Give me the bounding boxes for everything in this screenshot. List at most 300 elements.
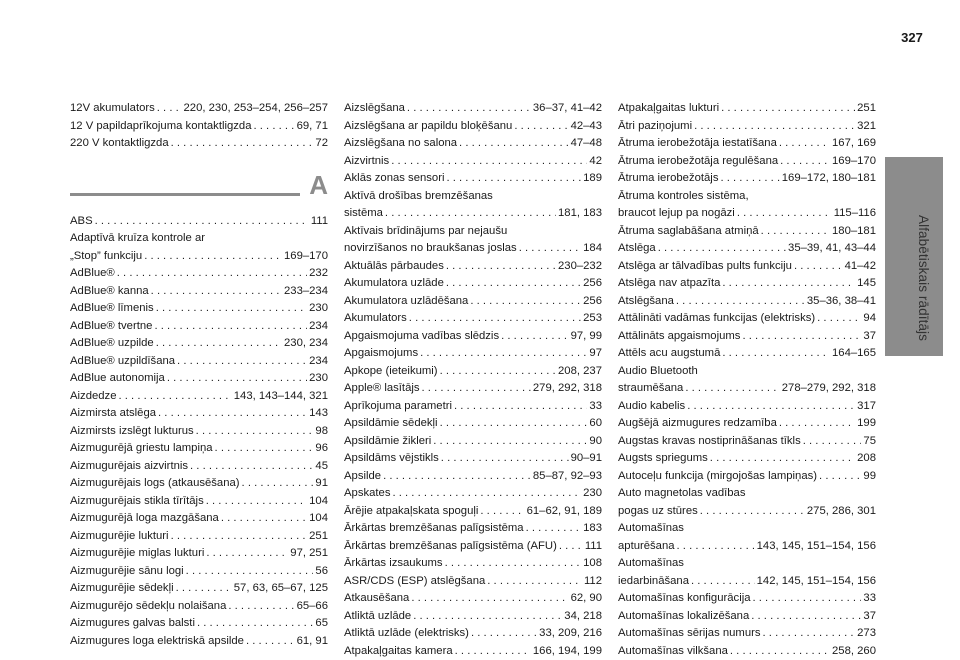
index-entry: [344, 310, 602, 328]
index-entry: [70, 493, 328, 511]
index-entry-pages: 275, 286, 301: [807, 503, 876, 521]
index-entry-pages: 317: [857, 398, 876, 416]
index-entry-term: Ātruma saglabāšana atmiņā: [618, 223, 759, 241]
index-entry-pages: 208, 237: [558, 363, 602, 381]
index-entry: [618, 643, 876, 660]
index-entry-pages: 143: [309, 405, 328, 423]
index-entry-pages: 169–170: [832, 153, 876, 171]
index-entry-term: Apsildāmie sēdekļi: [344, 415, 438, 433]
index-entry-term: Apsildāms vējstikls: [344, 450, 439, 468]
dot-leader: [144, 248, 282, 266]
index-entry: [344, 398, 602, 416]
index-entry-pages: 273: [857, 625, 876, 643]
index-entry-term: Akumulatora uzlādēšana: [344, 293, 468, 311]
index-entry-pages: 251: [857, 100, 876, 118]
index-entry: [618, 415, 876, 433]
index-entry-term: Aizmugures galvas balsti: [70, 615, 195, 633]
dot-leader: [221, 510, 307, 528]
dot-leader: [385, 205, 556, 223]
index-entry: [344, 135, 602, 153]
index-entry-pages: 208: [857, 450, 876, 468]
index-entry-pages: 60: [589, 415, 602, 433]
index-entry: [618, 135, 876, 153]
index-entry: [344, 293, 602, 311]
dot-leader: [254, 118, 295, 136]
index-entry-term: Augšējā aizmugures redzamība: [618, 415, 777, 433]
index-entry: [344, 415, 602, 433]
index-entry-pages: 72: [315, 135, 328, 153]
index-entry-pages: 143, 145, 151–154, 156: [757, 538, 876, 556]
index-entry: [70, 370, 328, 388]
index-entry-term: Autoceļu funkcija (mirgojošas lampiņas): [618, 468, 817, 486]
index-entry: [70, 265, 328, 283]
dot-leader: [677, 538, 755, 556]
index-entry-term: Aizslēgšana ar papildu bloķēšanu: [344, 118, 512, 136]
dot-leader: [246, 633, 295, 651]
dot-leader: [730, 643, 830, 660]
dot-leader: [559, 538, 583, 556]
dot-leader: [171, 528, 308, 546]
dot-leader: [803, 433, 862, 451]
index-entry: [618, 450, 876, 468]
index-entry-term: Aizmugurējā griestu lampiņa: [70, 440, 213, 458]
dot-leader: [197, 615, 313, 633]
index-entry-line: Audio Bluetooth: [618, 363, 876, 381]
index-entry-term: novirzīšanos no braukšanas joslas: [344, 240, 517, 258]
index-entry-term: Ārējie atpakaļskata spoguļi: [344, 503, 478, 521]
index-entry: [618, 293, 876, 311]
index-entry-pages: 189: [583, 170, 602, 188]
index-entry: [344, 485, 602, 503]
index-entry-pages: 42: [589, 153, 602, 171]
dot-leader: [206, 545, 288, 563]
index-entry: [618, 310, 876, 328]
index-entry-line: Automašīnas: [618, 520, 876, 538]
index-entry: [344, 380, 602, 398]
index-entry-pages: 96: [315, 440, 328, 458]
index-entry-term: Akumulators: [344, 310, 407, 328]
index-entry-line: Automašīnas: [618, 555, 876, 573]
dot-leader: [433, 433, 587, 451]
dot-leader: [700, 503, 805, 521]
index-entry-term: Ātruma ierobežotāja regulēšana: [618, 153, 778, 171]
dot-leader: [721, 100, 855, 118]
index-entry: [344, 590, 602, 608]
index-entry-pages: 35–36, 38–41: [807, 293, 876, 311]
dot-leader: [176, 580, 232, 598]
index-entry-pages: 169–170: [284, 248, 328, 266]
index-entry-term: Aizvirtnis: [344, 153, 389, 171]
letter-section-rule: [70, 193, 300, 196]
index-entry: [344, 223, 602, 258]
dot-leader: [514, 118, 568, 136]
index-entry-pages: 85–87, 92–93: [533, 468, 602, 486]
index-entry-pages: 230, 234: [284, 335, 328, 353]
index-entry: [344, 608, 602, 626]
dot-leader: [420, 345, 587, 363]
index-entry: [70, 510, 328, 528]
index-entry-term: „Stop” funkciju: [70, 248, 142, 266]
dot-leader: [411, 590, 568, 608]
index-entry-term: Apkope (ieteikumi): [344, 363, 438, 381]
index-entry-term: apturēšana: [618, 538, 675, 556]
index-list-numeric: [70, 100, 328, 153]
index-entry: [344, 450, 602, 468]
index-entry-pages: 91: [315, 475, 328, 493]
index-entry-pages: 33: [863, 590, 876, 608]
dot-leader: [737, 205, 832, 223]
index-entry-pages: 145: [857, 275, 876, 293]
index-entry-term: 12 V papildaprīkojuma kontaktligzda: [70, 118, 252, 136]
index-list-a: [70, 213, 328, 651]
index-entry-pages: 47–48: [571, 135, 602, 153]
index-entry-term: Aizmirsts izslēgt lukturus: [70, 423, 194, 441]
dot-leader: [440, 415, 588, 433]
dot-leader: [186, 563, 314, 581]
dot-leader: [441, 450, 569, 468]
index-entry-term: Aizmugurējo sēdekļu nolaišana: [70, 598, 226, 616]
dot-leader: [480, 503, 524, 521]
index-entry-term: AdBlue autonomija: [70, 370, 165, 388]
dot-leader: [154, 318, 307, 336]
index-entry-pages: 61, 91: [297, 633, 328, 651]
dot-leader: [819, 468, 861, 486]
index-entry: [70, 353, 328, 371]
dot-leader: [455, 643, 531, 660]
dot-leader: [171, 135, 314, 153]
index-column-3: [618, 100, 876, 660]
index-entry-term: Apsilde: [344, 468, 381, 486]
dot-leader: [156, 335, 282, 353]
index-entry-term: Ātruma ierobežotājs: [618, 170, 718, 188]
index-entry: [618, 590, 876, 608]
index-entry-term: Aizmugurējais aizvirtnis: [70, 458, 188, 476]
dot-leader: [780, 153, 830, 171]
index-entry-term: Automašīnas sērijas numurs: [618, 625, 761, 643]
index-entry-pages: 278–279, 292, 318: [782, 380, 876, 398]
dot-leader: [454, 398, 587, 416]
index-entry: [344, 100, 602, 118]
index-entry-term: Ātri paziņojumi: [618, 118, 692, 136]
index-entry-term: Apgaismojums: [344, 345, 418, 363]
index-entry-pages: 104: [309, 493, 328, 511]
index-entry: [344, 188, 602, 223]
index-entry-pages: 45: [315, 458, 328, 476]
index-entry-term: Aktuālās pārbaudes: [344, 258, 444, 276]
index-entry-pages: 33: [589, 398, 602, 416]
index-entry: [344, 643, 602, 660]
index-entry-term: Ātruma ierobežotāja iestatīšana: [618, 135, 777, 153]
index-entry-line: Aktīvā drošības bremzēšanas: [344, 188, 602, 206]
page-number: 327: [884, 30, 940, 45]
index-entry: [344, 538, 602, 556]
index-entry: [70, 598, 328, 616]
index-entry-pages: 37: [863, 328, 876, 346]
index-entry-pages: 34, 218: [564, 608, 602, 626]
index-entry: [618, 188, 876, 223]
index-entry-term: Aizmugurējais stikla tīrītājs: [70, 493, 204, 511]
dot-leader: [392, 485, 581, 503]
index-entry-pages: 164–165: [832, 345, 876, 363]
index-entry-pages: 169–172, 180–181: [782, 170, 876, 188]
dot-leader: [763, 625, 856, 643]
index-entry-term: Augstas kravas nostiprināšanas tīkls: [618, 433, 801, 451]
index-entry-line: Ātruma kontroles sistēma,: [618, 188, 876, 206]
index-entry-pages: 279, 292, 318: [533, 380, 602, 398]
index-entry-pages: 99: [863, 468, 876, 486]
index-entry-pages: 220, 230, 253–254, 256–257: [184, 100, 329, 118]
dot-leader: [720, 170, 779, 188]
dot-leader: [519, 240, 581, 258]
index-entry-term: Aizmugurējie miglas lukturi: [70, 545, 204, 563]
index-entry: [70, 300, 328, 318]
index-entry-pages: 42–43: [571, 118, 602, 136]
index-entry-line: Adaptīvā kruīza kontrole ar: [70, 230, 328, 248]
index-entry: [344, 555, 602, 573]
index-entry-pages: 65–66: [297, 598, 328, 616]
index-entry-pages: 230: [309, 370, 328, 388]
dot-leader: [459, 135, 569, 153]
dot-leader: [487, 573, 582, 591]
index-entry-term: Apgaismojuma vadības slēdzis: [344, 328, 499, 346]
dot-leader: [206, 493, 307, 511]
index-entry-term: AdBlue® uzpilde: [70, 335, 154, 353]
index-entry-term: Aizdedze: [70, 388, 116, 406]
index-entry-term: Aklās zonas sensori: [344, 170, 444, 188]
index-entry: [70, 100, 328, 118]
index-entry: [618, 153, 876, 171]
index-entry-term: iedarbināšana: [618, 573, 689, 591]
dot-leader: [710, 450, 855, 468]
index-entry-pages: 65: [315, 615, 328, 633]
index-entry: [344, 503, 602, 521]
index-entry-term: Ārkārtas bremzēšanas palīgsistēma: [344, 520, 524, 538]
dot-leader: [794, 258, 843, 276]
index-entry: [344, 520, 602, 538]
index-entry-pages: 234: [309, 318, 328, 336]
index-entry: [618, 555, 876, 590]
index-entry-pages: 167, 169: [832, 135, 876, 153]
index-entry-term: Aizslēgšana no salona: [344, 135, 457, 153]
index-entry: [344, 118, 602, 136]
index-entry: [344, 363, 602, 381]
dot-leader: [407, 100, 531, 118]
index-entry-term: Apskates: [344, 485, 390, 503]
index-entry: [70, 423, 328, 441]
index-entry-pages: 41–42: [845, 258, 876, 276]
dot-leader: [779, 415, 855, 433]
index-entry-term: Apple® lasītājs: [344, 380, 420, 398]
index-entry-pages: 62, 90: [571, 590, 602, 608]
dot-leader: [501, 328, 568, 346]
index-entry-pages: 234: [309, 353, 328, 371]
dot-leader: [177, 353, 307, 371]
index-entry: [70, 388, 328, 406]
index-entry: [344, 625, 602, 643]
index-entry-term: Aizmugurējie sēdekļi: [70, 580, 174, 598]
index-entry: [344, 153, 602, 171]
index-entry-pages: 111: [311, 213, 328, 231]
index-entry: [618, 275, 876, 293]
index-entry-term: AdBlue® uzpildīšana: [70, 353, 175, 371]
dot-leader: [196, 423, 314, 441]
index-entry-term: Atkausēšana: [344, 590, 409, 608]
dot-leader: [157, 100, 182, 118]
index-entry-pages: 253: [583, 310, 602, 328]
index-entry-term: Atliktā uzlāde: [344, 608, 411, 626]
index-entry-pages: 111: [585, 538, 602, 556]
dot-leader: [470, 293, 581, 311]
index-entry: [70, 440, 328, 458]
index-entry-term: 12V akumulators: [70, 100, 155, 118]
index-entry-pages: 69, 71: [297, 118, 328, 136]
index-entry-pages: 181, 183: [558, 205, 602, 223]
index-list: [344, 100, 602, 660]
index-entry-term: Atpakaļgaitas kamera: [344, 643, 453, 660]
index-entry-term: Aizmirsta atslēga: [70, 405, 156, 423]
index-entry: [618, 625, 876, 643]
index-entry: [70, 405, 328, 423]
dot-leader: [685, 380, 779, 398]
dot-leader: [118, 388, 231, 406]
index-entry-pages: 230: [309, 300, 328, 318]
dot-leader: [156, 300, 307, 318]
index-entry-pages: 97, 251: [290, 545, 328, 563]
dot-leader: [658, 240, 786, 258]
letter-section-letter: A: [309, 177, 328, 195]
dot-leader: [446, 258, 556, 276]
dot-leader: [817, 310, 861, 328]
dot-leader: [446, 275, 581, 293]
index-entry-pages: 98: [315, 423, 328, 441]
index-entry-pages: 251: [309, 528, 328, 546]
dot-leader: [753, 590, 862, 608]
index-entry-term: Attālināts apgaismojums: [618, 328, 740, 346]
index-entry-pages: 37: [863, 608, 876, 626]
index-entry-term: Aizslēgšana: [344, 100, 405, 118]
index-entry: [70, 615, 328, 633]
index-entry: [618, 258, 876, 276]
index-entry-pages: 258, 260: [832, 643, 876, 660]
index-entry: [618, 170, 876, 188]
index-list: [618, 100, 876, 660]
dot-leader: [779, 135, 830, 153]
index-entry-term: Atliktā uzlāde (elektrisks): [344, 625, 469, 643]
index-entry-term: pogas uz stūres: [618, 503, 698, 521]
dot-leader: [742, 328, 861, 346]
index-entry: [344, 170, 602, 188]
index-entry-pages: 35–39, 41, 43–44: [788, 240, 876, 258]
index-entry: [618, 240, 876, 258]
dot-leader: [413, 608, 562, 626]
index-entry-term: sistēma: [344, 205, 383, 223]
index-entry-pages: 56: [315, 563, 328, 581]
dot-leader: [687, 398, 855, 416]
index-entry-term: ABS: [70, 213, 93, 231]
index-entry: [344, 328, 602, 346]
index-entry-term: Atpakaļgaitas lukturi: [618, 100, 719, 118]
dot-leader: [445, 555, 582, 573]
index-entry-term: AdBlue® līmenis: [70, 300, 154, 318]
dot-leader: [440, 363, 556, 381]
index-entry-term: AdBlue®: [70, 265, 115, 283]
index-entry-pages: 61–62, 91, 189: [527, 503, 602, 521]
index-entry-pages: 115–116: [834, 205, 876, 223]
index-entry: [618, 223, 876, 241]
index-entry-term: Ārkārtas bremzēšanas palīgsistēma (AFU): [344, 538, 557, 556]
index-entry-term: Ārkārtas izsaukums: [344, 555, 443, 573]
index-column-1: [70, 100, 328, 650]
index-entry-line: Aktīvais brīdinājums par nejaušu: [344, 223, 602, 241]
letter-section-header: [70, 173, 328, 213]
dot-leader: [722, 345, 830, 363]
index-entry: [70, 475, 328, 493]
index-entry: [618, 345, 876, 363]
dot-leader: [422, 380, 531, 398]
dot-leader: [117, 265, 307, 283]
index-entry-pages: 90: [589, 433, 602, 451]
dot-leader: [751, 608, 861, 626]
index-entry: [618, 608, 876, 626]
dot-leader: [190, 458, 313, 476]
index-entry: [70, 528, 328, 546]
dot-leader: [409, 310, 581, 328]
index-entry-term: AdBlue® kanna: [70, 283, 149, 301]
index-entry-pages: 183: [583, 520, 602, 538]
index-entry-term: Atslēga ar tālvadības pults funkciju: [618, 258, 792, 276]
index-entry-pages: 90–91: [571, 450, 602, 468]
index-entry: [70, 458, 328, 476]
index-entry: [344, 275, 602, 293]
index-entry-pages: 143, 143–144, 321: [234, 388, 328, 406]
index-entry-pages: 184: [583, 240, 602, 258]
index-entry: [70, 580, 328, 598]
index-entry-pages: 94: [863, 310, 876, 328]
index-entry: [70, 318, 328, 336]
dot-leader: [691, 573, 755, 591]
index-entry: [70, 230, 328, 265]
index-entry-term: ASR/CDS (ESP) atslēgšana: [344, 573, 485, 591]
index-entry-pages: 232: [309, 265, 328, 283]
index-entry-term: straumēšana: [618, 380, 683, 398]
index-entry-term: Akumulatora uzlāde: [344, 275, 444, 293]
index-entry-term: Aizmugurējais logs (atkausēšana): [70, 475, 240, 493]
index-entry: [70, 118, 328, 136]
index-entry-pages: 57, 63, 65–67, 125: [234, 580, 328, 598]
index-entry-pages: 36–37, 41–42: [533, 100, 602, 118]
index-entry-pages: 233–234: [284, 283, 328, 301]
dot-leader: [167, 370, 307, 388]
index-entry-term: AdBlue® tvertne: [70, 318, 152, 336]
index-entry: [618, 398, 876, 416]
index-entry: [344, 345, 602, 363]
index-entry: [618, 100, 876, 118]
index-entry-term: Automašīnas vilkšana: [618, 643, 728, 660]
dot-leader: [95, 213, 309, 231]
index-entry-term: 220 V kontaktligzda: [70, 135, 169, 153]
index-entry-term: Aprīkojuma parametri: [344, 398, 452, 416]
index-entry-term: Augsts spriegums: [618, 450, 708, 468]
index-entry-pages: 104: [309, 510, 328, 528]
index-entry-pages: 108: [583, 555, 602, 573]
dot-leader: [391, 153, 587, 171]
dot-leader: [526, 520, 582, 538]
index-entry-term: Aizmugures loga elektriskā apsilde: [70, 633, 244, 651]
index-entry-pages: 33, 209, 216: [539, 625, 602, 643]
index-entry-term: Automašīnas lokalizēšana: [618, 608, 749, 626]
dot-leader: [446, 170, 581, 188]
index-entry: [618, 468, 876, 486]
